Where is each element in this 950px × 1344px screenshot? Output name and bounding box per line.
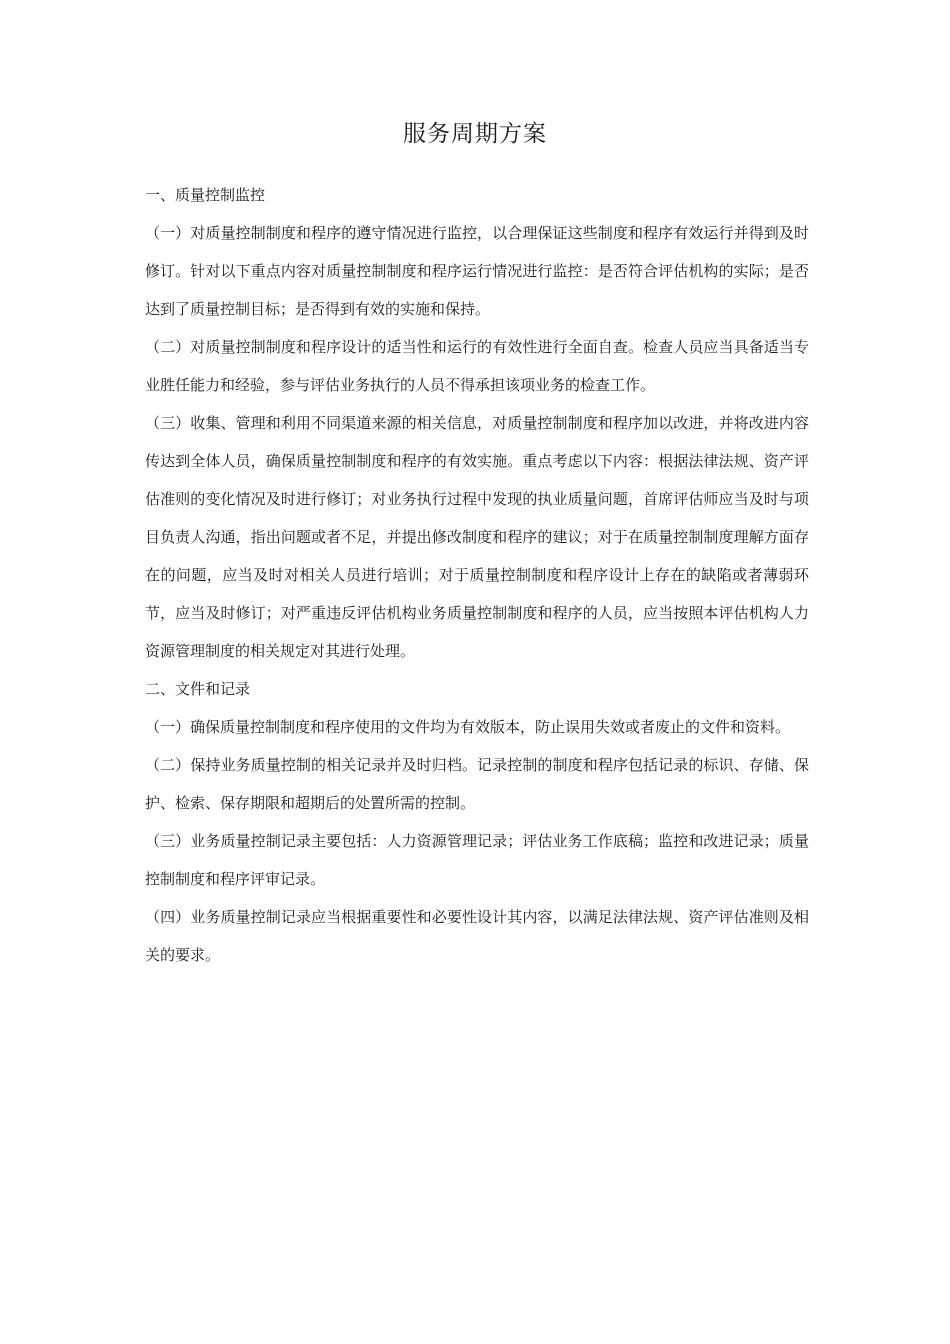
paragraph-valid-documents: （一）确保质量控制制度和程序使用的文件均为有效版本，防止误用失效或者废止的文件和资料。 — [145, 718, 791, 736]
paragraph-record-archiving: （二）保持业务质量控制的相关记录并及时归档。记录控制的制度和程序包括记录的标识、存储、保护、检索、保存期限和超期后的处置所需的控制。 — [145, 756, 809, 812]
paragraph-improvement: （三）收集、管理和利用不同渠道来源的相关信息，对质量控制制度和程序加以改进，并将改进内容传达到全体人员，确保质量控制制度和程序的有效实施。重点考虑以下内容：根据法律法规、资产评估准则的变化情况及时进行修订；对业务执行过程中发现的执业质量问题，首席评估师应当及时与项目负责人沟通，指出问题或者不足，并提出修改制度和程序的建议；对于在质量控制制度理解方面存在的问题，应当及时对相关人员进行培训；对于质量控制制度和程序设计上存在的缺陷或者薄弱环节，应当及时修订；对严重违反评估机构业务质量控制制度和程序的人员，应当按照本评估机构人力资源管理制度的相关规定对其进行处理。 — [145, 414, 809, 660]
paragraph-monitoring-compliance: （一）对质量控制制度和程序的遵守情况进行监控，以合理保证这些制度和程序有效运行并得到及时修订。针对以下重点内容对质量控制制度和程序运行情况进行监控：是否符合评估机构的实际；是否达到了质量控制目标；是否得到有效的实施和保持。 — [145, 224, 809, 318]
paragraph-record-types: （三）业务质量控制记录主要包括：人力资源管理记录；评估业务工作底稿；监控和改进记录；质量控制制度和程序评审记录。 — [145, 832, 809, 888]
section-heading-quality-monitoring: 一、质量控制监控 — [145, 186, 266, 204]
document-title: 服务周期方案 — [403, 121, 547, 147]
paragraph-self-inspection: （二）对质量控制制度和程序设计的适当性和运行的有效性进行全面自查。检查人员应当具备适当专业胜任能力和经验，参与评估业务执行的人员不得承担该项业务的检查工作。 — [145, 338, 809, 394]
paragraph-record-design: （四）业务质量控制记录应当根据重要性和必要性设计其内容，以满足法律法规、资产评估准则及相关的要求。 — [145, 908, 809, 964]
document-body — [145, 176, 809, 974]
section-heading-documents-records: 二、文件和记录 — [145, 680, 251, 698]
